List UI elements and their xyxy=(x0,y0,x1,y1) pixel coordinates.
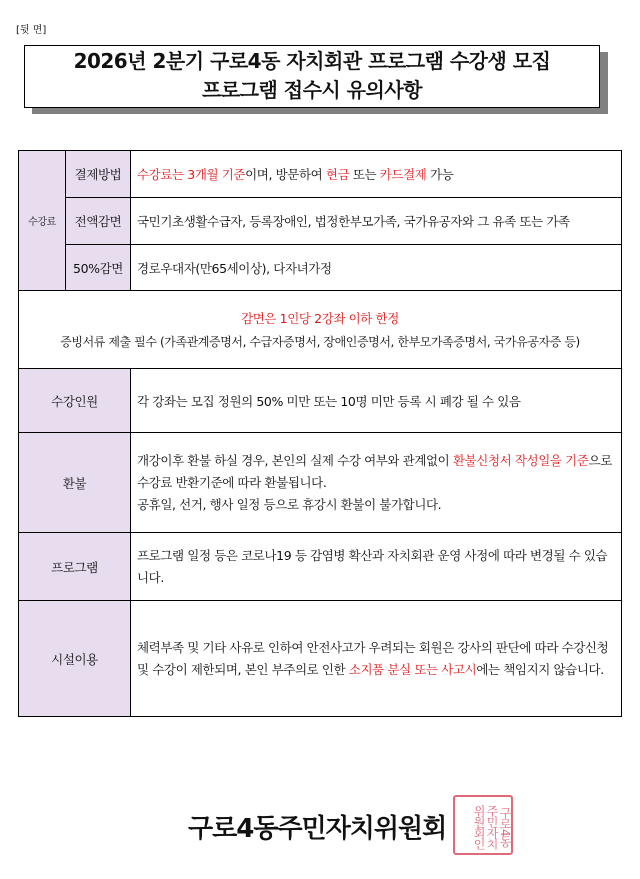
program-text: 프로그램 일정 등은 코로나19 등 감염병 확산과 자치회관 운영 사정에 따라 변경될 수 있습니다. xyxy=(131,533,622,601)
documents-required: 증빙서류 제출 필수 (가족관계증명서, 수급자증명서, 장애인증명서, 한부모가족증명서, 국가유공자증 등) xyxy=(60,335,580,349)
title-line-1: 2026년 2분기 구로4동 자치회관 프로그램 수강생 모집 xyxy=(73,49,551,73)
title-line-2: 프로그램 접수시 유의사항 xyxy=(202,78,422,102)
refund-row xyxy=(19,433,622,533)
full-exempt-text: 국민기초생활수급자, 등록장애인, 법정한부모가족, 국가유공자와 그 유족 또는 가족 xyxy=(131,198,622,245)
fee-row-full xyxy=(19,198,622,245)
refund-text-c: 으로 수강료 반환기준에 따라 환불됩니다. xyxy=(137,452,612,490)
facility-text-a: 체력부족 및 기타 사유로 인하여 안전사고가 우려되는 회원은 강사의 판단에 따라 수강신청 및 수강이 제한되며, 본인 부주의로 인한 xyxy=(137,639,609,677)
payment-text-part: 카드결제 xyxy=(379,167,427,182)
back-side-tag: [뒷 면] xyxy=(16,25,47,36)
capacity-text: 각 강좌는 모집 정원의 50% 미만 또는 10명 미만 등록 시 폐강 될 수 있음 xyxy=(131,369,622,433)
program-label: 프로그램 xyxy=(19,533,131,601)
payment-text xyxy=(131,151,622,198)
refund-holiday-text: 공휴일, 선거, 행사 일정 등으로 휴강시 환불이 불가합니다. xyxy=(137,496,442,512)
capacity-label: 수강인원 xyxy=(19,369,131,433)
half-exempt-label: 50%감면 xyxy=(66,245,131,291)
notice-row xyxy=(19,291,622,369)
payment-text-part: 가능 xyxy=(426,167,454,182)
exemption-limit: 감면은 1인당 2강좌 이하 한정 xyxy=(241,311,399,326)
refund-text-a: 개강이후 환불 하실 경우, 본인의 실제 수강 여부와 관계없이 xyxy=(137,452,453,468)
facility-text-c: 에는 책임지지 않습니다. xyxy=(476,661,604,677)
notice-table xyxy=(18,150,622,717)
half-exempt-text: 경로우대자(만65세이상), 다자녀가정 xyxy=(131,245,622,291)
refund-text xyxy=(131,433,622,533)
refund-label: 환불 xyxy=(19,433,131,533)
official-seal: 구로4동 주민자치 위원회인 xyxy=(453,795,513,855)
payment-text-part: 현금 xyxy=(325,167,350,182)
capacity-row xyxy=(19,369,622,433)
facility-row xyxy=(19,601,622,717)
program-row xyxy=(19,533,622,601)
fee-row-half xyxy=(19,245,622,291)
facility-text xyxy=(131,601,622,717)
title-box xyxy=(24,45,600,107)
refund-highlight: 환불신청서 작성일을 기준 xyxy=(452,452,589,468)
payment-text-part: 이며, 방문하여 xyxy=(245,167,326,182)
fee-row-payment xyxy=(19,151,622,198)
fee-label: 수강료 xyxy=(19,151,66,291)
facility-label: 시설이용 xyxy=(19,601,131,717)
payment-label: 결제방법 xyxy=(66,151,131,198)
payment-text-part: 또는 xyxy=(349,167,380,182)
page-title xyxy=(24,45,600,108)
facility-highlight: 소지품 분실 또는 사고시 xyxy=(348,661,477,677)
organization-name: 구로4동주민자치위원회 xyxy=(188,814,447,844)
full-exempt-label: 전액감면 xyxy=(66,198,131,245)
payment-text-part: 수강료는 3개월 기준 xyxy=(137,167,246,182)
